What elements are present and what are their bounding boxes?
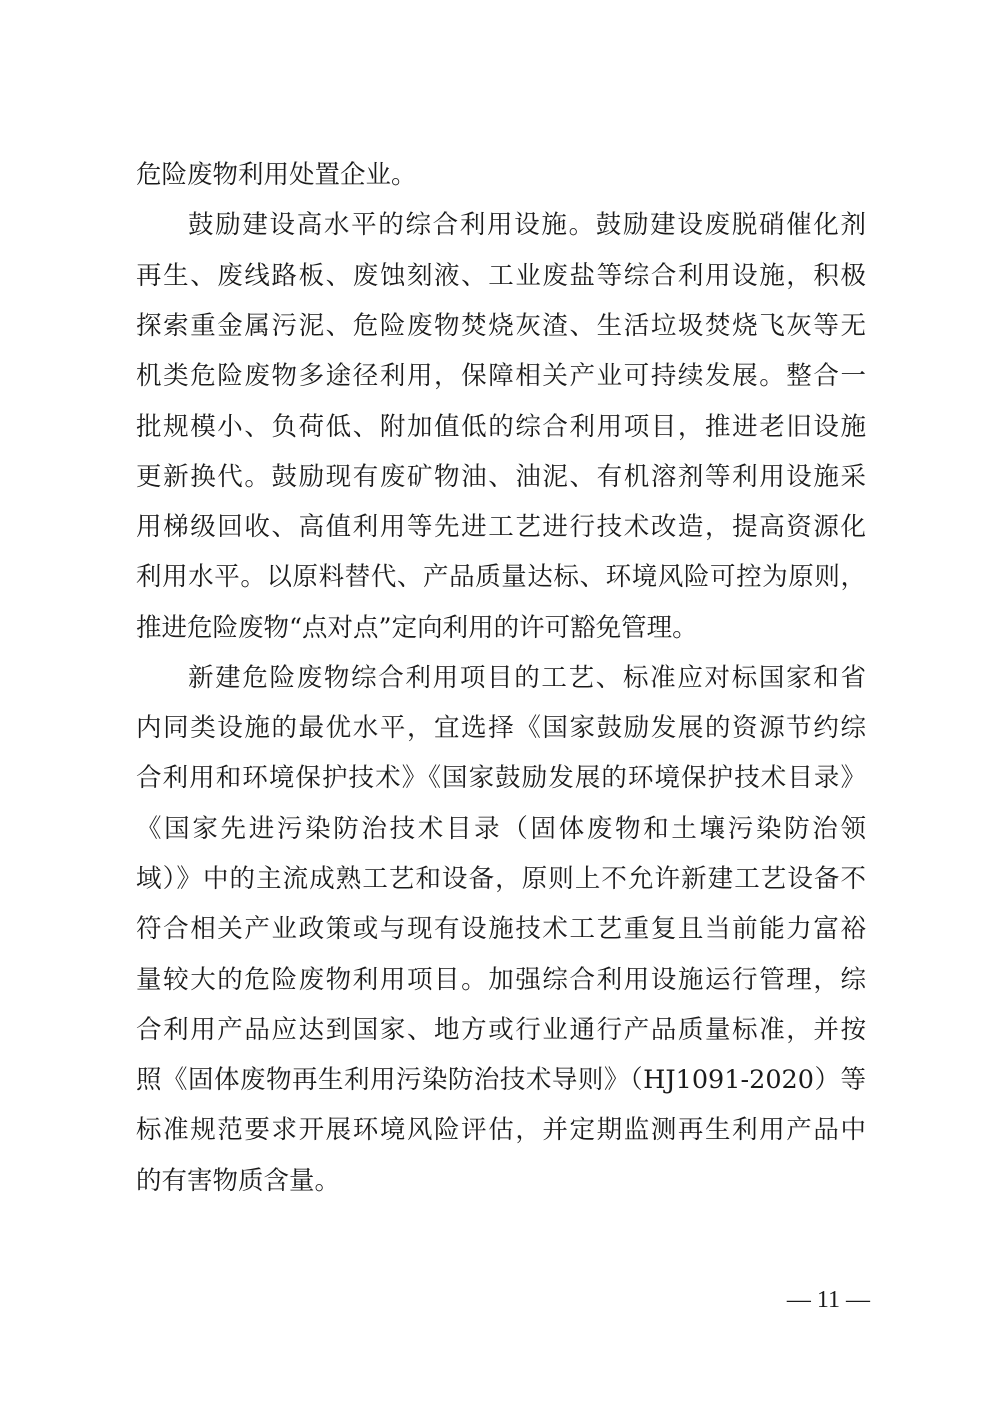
paragraph-3-line-8: 合利用产品应达到国家、地方或行业通行产品质量标准，并按: [136, 1015, 866, 1045]
paragraph-3-line-1: 新建危险废物综合利用项目的工艺、标准应对标国家和省: [188, 663, 866, 693]
paragraph-3-line-2: 内同类设施的最优水平，宜选择《国家鼓励发展的资源节约综: [136, 713, 866, 743]
paragraph-3-line-10: 标准规范要求开展环境风险评估，并定期监测再生利用产品中: [136, 1115, 866, 1145]
paragraph-2-line-1: 鼓励建设高水平的综合利用设施。鼓励建设废脱硝催化剂: [188, 210, 866, 240]
paragraph-3-line-6: 符合相关产业政策或与现有设施技术工艺重复且当前能力富裕: [136, 914, 866, 944]
paragraph-3-line-11: 的有害物质含量。: [136, 1166, 341, 1196]
paragraph-2-line-9: 推进危险废物“点对点”定向利用的许可豁免管理。: [136, 613, 698, 643]
paragraph-3-line-5: 域）》中的主流成熟工艺和设备，原则上不允许新建工艺设备不: [136, 864, 866, 894]
paragraph-2-line-3: 探索重金属污泥、危险废物焚烧灰渣、生活垃圾焚烧飞灰等无: [136, 311, 866, 341]
paragraph-2-line-8: 利用水平。以原料替代、产品质量达标、环境风险可控为原则，: [136, 562, 866, 592]
paragraph-1-line-1: 危险废物利用处置企业。: [136, 160, 417, 190]
paragraph-3-line-7: 量较大的危险废物利用项目。加强综合利用设施运行管理，综: [136, 965, 866, 995]
paragraph-2-line-7: 用梯级回收、高值利用等先进工艺进行技术改造，提高资源化: [136, 512, 866, 542]
paragraph-3-line-9: 照《固体废物再生利用污染防治技术导则》（HJ1091-2020）等: [136, 1065, 866, 1095]
paragraph-2-line-2: 再生、废线路板、废蚀刻液、工业废盐等综合利用设施，积极: [136, 261, 866, 291]
paragraph-2-line-6: 更新换代。鼓励现有废矿物油、油泥、有机溶剂等利用设施采: [136, 462, 866, 492]
paragraph-2-line-4: 机类危险废物多途径利用，保障相关产业可持续发展。整合一: [136, 361, 866, 391]
paragraph-3-line-3: 合利用和环境保护技术》《国家鼓励发展的环境保护技术目录》: [136, 763, 866, 793]
page-number: — 11 —: [786, 1287, 870, 1313]
paragraph-2-line-5: 批规模小、负荷低、附加值低的综合利用项目，推进老旧设施: [136, 412, 866, 442]
paragraph-3-line-4: 《国家先进污染防治技术目录（固体废物和土壤污染防治领: [136, 814, 866, 844]
